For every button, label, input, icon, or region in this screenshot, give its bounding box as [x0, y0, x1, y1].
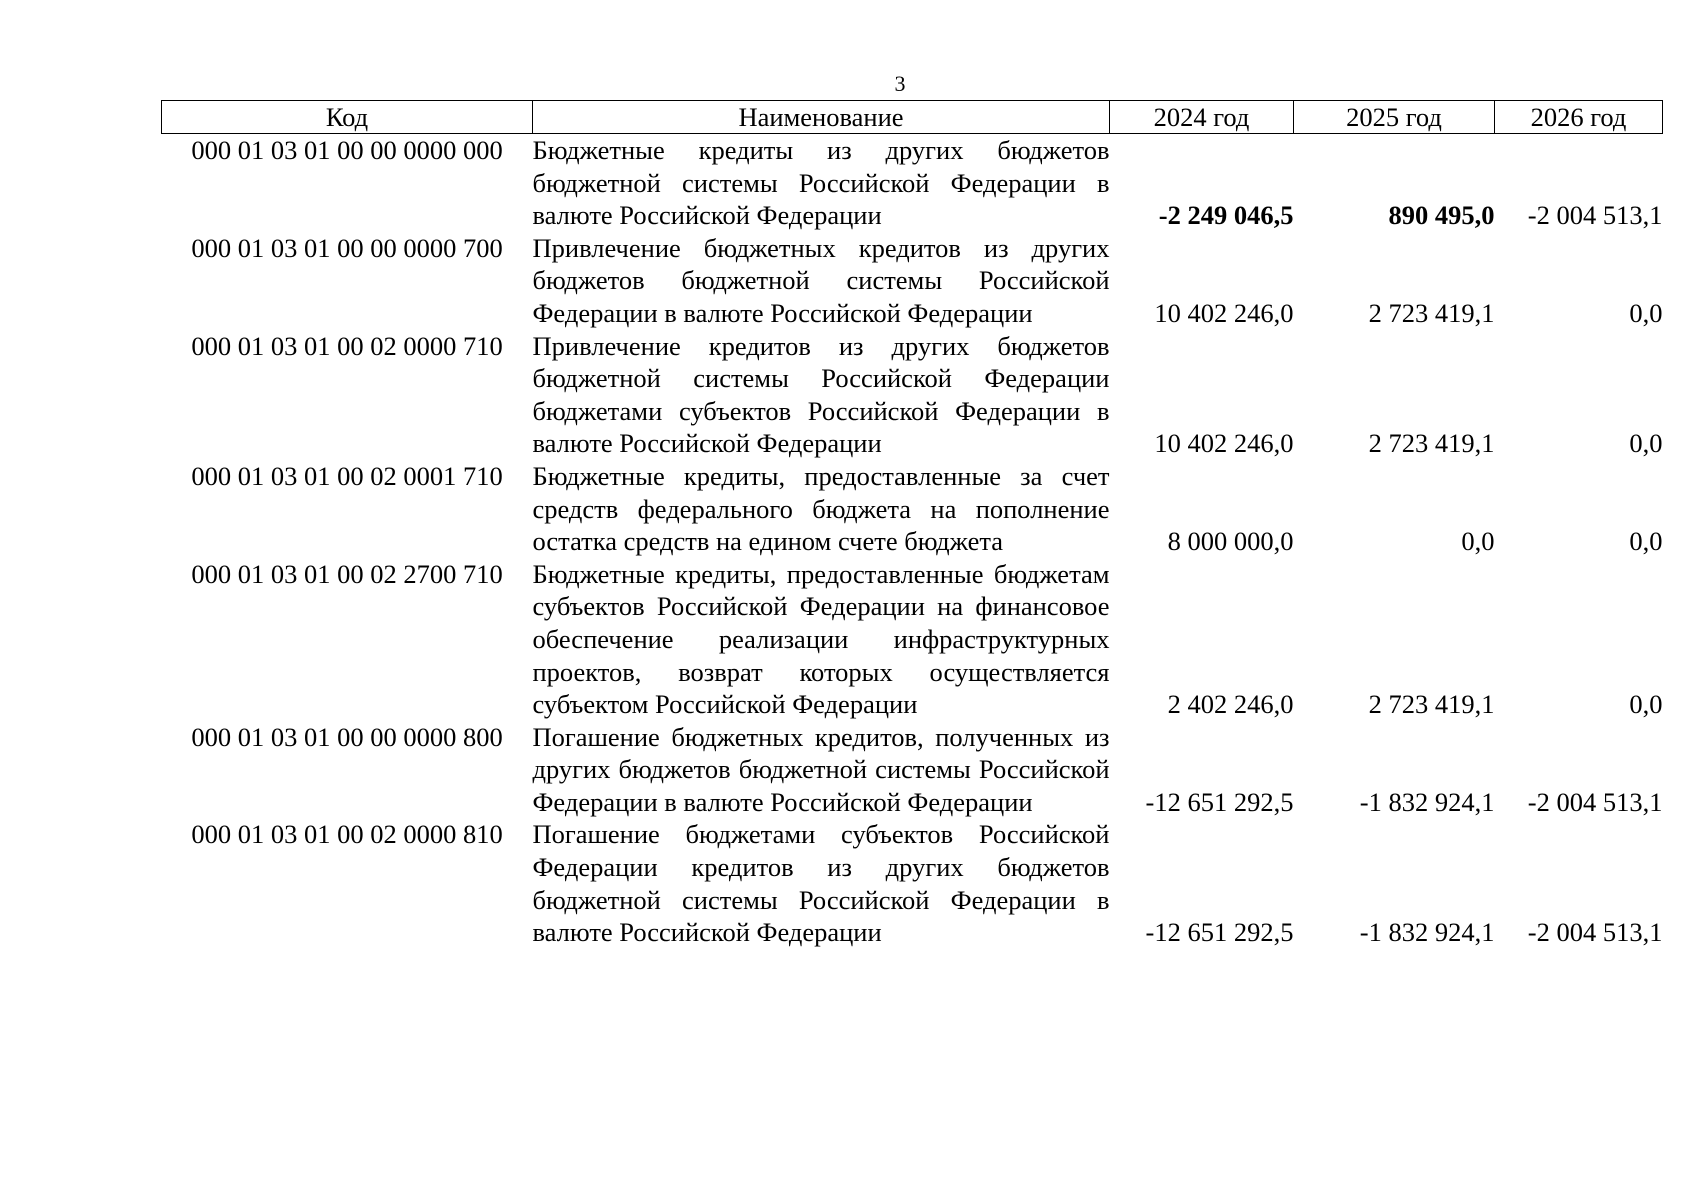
- header-2024: 2024 год: [1110, 101, 1294, 134]
- row-value-2026: 0,0: [1629, 297, 1663, 328]
- header-row: [162, 101, 1663, 134]
- row-value-2025: 0,0: [1461, 526, 1495, 557]
- row-code: 000 01 03 01 00 00 0000 700: [191, 232, 503, 263]
- row-code: 000 01 03 01 00 02 0001 710: [191, 460, 503, 491]
- row-value-2024: 8 000 000,0: [1167, 526, 1294, 557]
- row-value-2024: -12 651 292,5: [1145, 917, 1294, 948]
- row-value-2025: 2 723 419,1: [1368, 297, 1495, 328]
- budget-table: [161, 100, 1663, 949]
- table-row: [162, 818, 1663, 948]
- table-row: [162, 232, 1663, 330]
- header-name: Наименование: [533, 101, 1110, 134]
- row-value-2026: 0,0: [1629, 526, 1663, 557]
- row-value-2026: 0,0: [1629, 689, 1663, 720]
- row-code: 000 01 03 01 00 02 0000 810: [191, 819, 503, 850]
- row-value-2026: -2 004 513,1: [1527, 200, 1663, 231]
- table-row: [162, 134, 1663, 232]
- row-name: Погашение бюджетами субъектов Российской Федерации кредитов из других бюджетов бюджетной системы Российской Федерации в валюте Российской Федерации: [532, 819, 1110, 948]
- row-code: 000 01 03 01 00 02 2700 710: [191, 558, 503, 589]
- page-number: 3: [894, 71, 906, 96]
- row-code: 000 01 03 01 00 02 0000 710: [191, 330, 503, 361]
- header-2026: 2026 год: [1495, 101, 1663, 134]
- row-value-2025: -1 832 924,1: [1359, 917, 1495, 948]
- row-name: Погашение бюджетных кредитов, полученных из других бюджетов бюджетной системы Российской Федерации в валюте Российской Федерации: [532, 721, 1110, 817]
- row-value-2026: -2 004 513,1: [1527, 786, 1663, 817]
- row-value-2024: 10 402 246,0: [1154, 297, 1294, 328]
- row-value-2024: -12 651 292,5: [1145, 786, 1294, 817]
- table-row: [162, 558, 1663, 721]
- row-value-2026: -2 004 513,1: [1527, 917, 1663, 948]
- row-value-2025: 2 723 419,1: [1368, 689, 1495, 720]
- row-code: 000 01 03 01 00 00 0000 800: [191, 721, 503, 752]
- row-code: 000 01 03 01 00 00 0000 000: [191, 135, 503, 165]
- table-row: [162, 721, 1663, 819]
- table-row: [162, 330, 1663, 460]
- row-value-2026: 0,0: [1629, 428, 1663, 459]
- row-name: Бюджетные кредиты из других бюджетов бюджетной системы Российской Федерации в валюте Российской Федерации: [532, 135, 1110, 231]
- row-name: Бюджетные кредиты, предоставленные бюджетам субъектов Российской Федерации на финансовое обеспечение реализации инфраструктурных проектов, возврат которых осуществляется субъектом Российской Федерации: [532, 558, 1110, 720]
- table-row: [162, 460, 1663, 558]
- row-name: Привлечение бюджетных кредитов из других бюджетов бюджетной системы Российской Федерации в валюте Российской Федерации: [532, 232, 1110, 328]
- header-2025: 2025 год: [1294, 101, 1495, 134]
- row-name: Привлечение кредитов из других бюджетов бюджетной системы Российской Федерации бюджетами субъектов Российской Федерации в валюте Российской Федерации: [532, 330, 1110, 459]
- row-value-2024: 10 402 246,0: [1154, 428, 1294, 459]
- row-value-2024: -2 249 046,5: [1158, 200, 1294, 231]
- row-value-2025: -1 832 924,1: [1359, 786, 1495, 817]
- row-value-2025: 890 495,0: [1388, 200, 1495, 231]
- header-code: Код: [162, 101, 533, 134]
- row-value-2025: 2 723 419,1: [1368, 428, 1495, 459]
- row-value-2024: 2 402 246,0: [1167, 689, 1294, 720]
- row-name: Бюджетные кредиты, предоставленные за счет средств федерального бюджета на пополнение остатка средств на едином счете бюджета: [532, 460, 1110, 557]
